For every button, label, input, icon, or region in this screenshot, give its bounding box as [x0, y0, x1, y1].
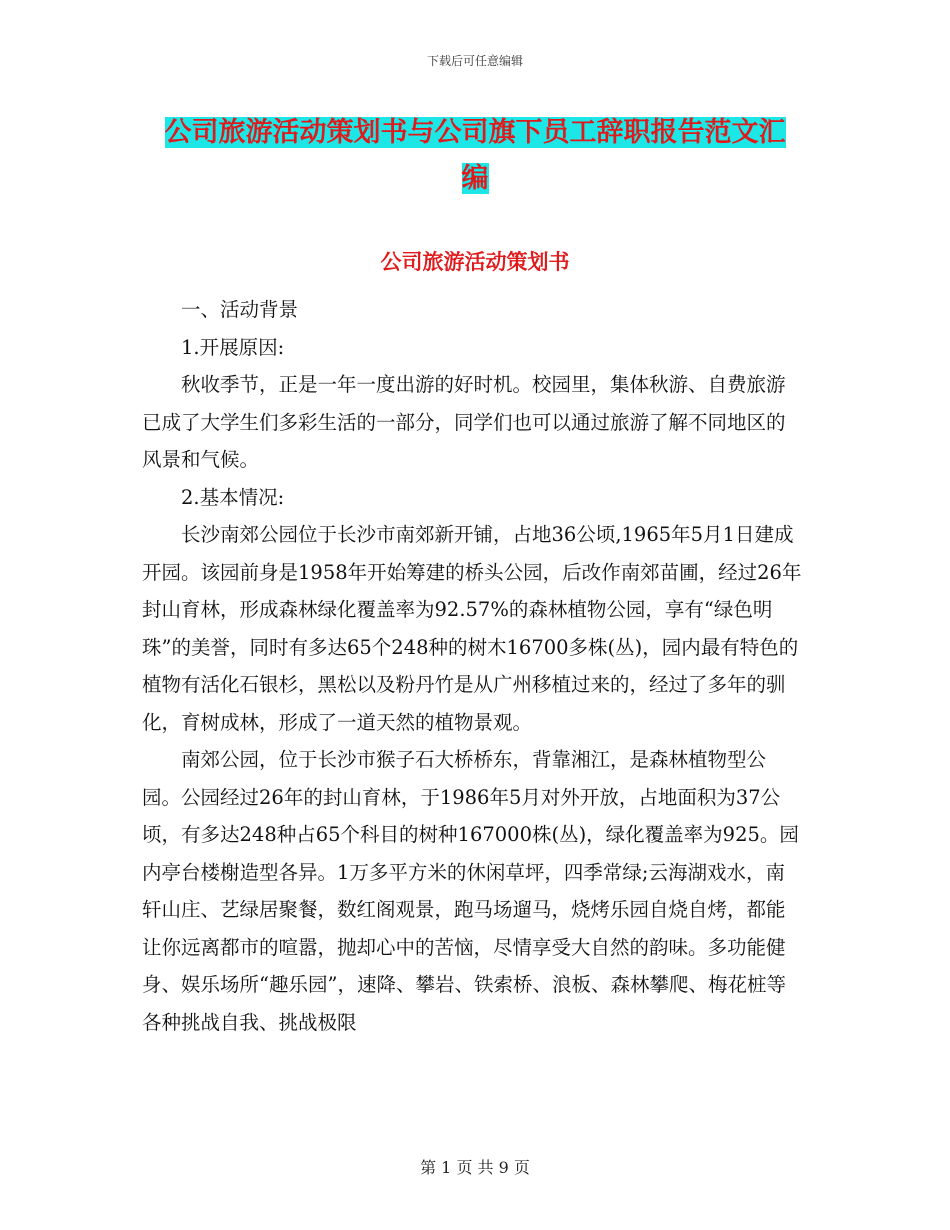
document-body — [142, 291, 802, 1041]
document-title-line-1: 公司旅游活动策划书与公司旗下员工辞职报告范文汇 — [164, 117, 786, 148]
document-title — [140, 110, 810, 202]
subheading-basic-info: 2.基本情况: — [181, 485, 285, 509]
subheading-reason: 1.开展原因: — [181, 335, 285, 359]
paragraph: 秋收季节，正是一年一度出游的好时机。校园里，集体秋游、自费旅游已成了大学生们多彩生活的一部分，同学们也可以通过旅游了解不同地区的风景和气候。 — [142, 373, 786, 471]
paragraph: 南郊公园，位于长沙市猴子石大桥桥东，背靠湘江，是森林植物型公园。公园经过26年的封山育林，于1986年5月对外开放，占地面积为37公顷，有多达248种占65个科目的树种167000株(丛)，绿化覆盖率为925。园内亭台楼榭造型各异。1万多平方米的休闲草坪，四季常绿;云海湖戏水，南轩山庄、艺绿居聚餐，数红阁观景，跑马场遛马，烧烤乐园自烧自烤，都能让你远离都市的喧嚣，抛却心中的苦恼，尽情享受大自然的韵味。多功能健身、娱乐场所“趣乐园”，速降、攀岩、铁索桥、浪板、森林攀爬、梅花桩等各种挑战自我、挑战极限 — [142, 748, 799, 1034]
header-note: 下载后可任意编辑 — [426, 54, 523, 68]
page-footer: 第 1 页 共 9 页 — [420, 1158, 530, 1177]
section-title: 公司旅游活动策划书 — [380, 250, 570, 274]
document-title-line-2: 编 — [461, 163, 489, 194]
heading-activity-background: 一、活动背景 — [181, 298, 299, 321]
paragraph: 长沙南郊公园位于长沙市南郊新开铺，占地36公顷,1965年5月1日建成开园。该园前身是1958年开始筹建的桥头公园，后改作南郊苗圃，经过26年封山育林，形成森林绿化覆盖率为92.57%的森林植物公园，享有“绿色明珠”的美誉，同时有多达65个248种的树木16700多株(丛)，园内最有特色的植物有活化石银杉，黑松以及粉丹竹是从广州移植过来的，经过了多年的驯化，育树成林，形成了一道天然的植物景观。 — [142, 523, 802, 734]
